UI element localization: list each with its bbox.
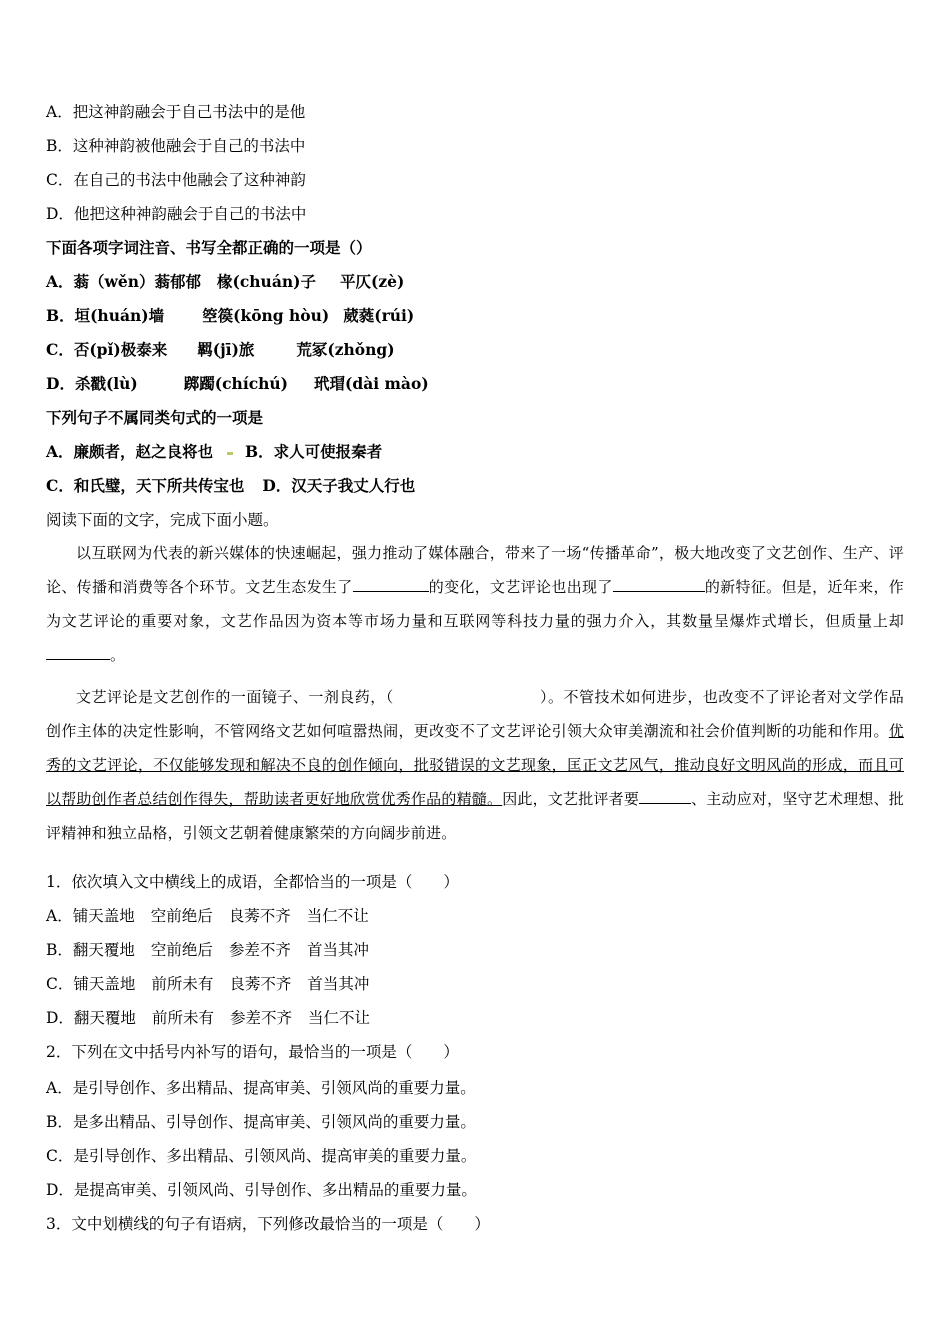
- syntax-option-c[interactable]: C．和氏璧，天下所共传宝也: [46, 476, 245, 495]
- blank-1[interactable]: [353, 577, 429, 592]
- blank-4[interactable]: [639, 789, 691, 804]
- q2-option-a[interactable]: A．是引导创作、多出精品、提高审美、引领风尚的重要力量。: [46, 1079, 476, 1097]
- highlight-mark: [227, 452, 233, 455]
- prev-option-b[interactable]: B．这种神韵被他融会于自己的书法中: [46, 137, 306, 155]
- pinyin-question-stem: 下面各项字词注音、书写全都正确的一项是（）: [46, 238, 372, 257]
- syntax-question-stem: 下列句子不属同类句式的一项是: [46, 408, 264, 427]
- underlined-sentence: 优秀的文艺评论，不仅能够发现和解决不良的创作倾向，批驳错误的文艺现象，匡正文艺风气，推动良好文明风尚的形成，而且可以帮助创作者总结创作得失，帮助读者更好地欣赏优秀作品的精髓。: [46, 722, 904, 808]
- pinyin-option-b[interactable]: B．垣(huán)墙 箜篌(kōng hòu) 葳蕤(rúi): [46, 306, 415, 325]
- q1-option-d[interactable]: D．翻天覆地 前所未有 参差不齐 当仁不让: [46, 1009, 370, 1027]
- q1-option-b[interactable]: B．翻天覆地 空前绝后 参差不齐 首当其冲: [46, 941, 369, 959]
- q2-stem: 2．下列在文中括号内补写的语句，最恰当的一项是（ ）: [46, 1043, 459, 1061]
- q1-option-a[interactable]: A．铺天盖地 空前绝后 良莠不齐 当仁不让: [46, 907, 369, 925]
- passage-paragraph-1: 以互联网为代表的新兴媒体的快速崛起，强力推动了媒体融合，带来了一场“传播革命”，极大地改变了文艺创作、生产、评论、传播和消费等各个环节。文艺生态发生了 的变化，文艺评论也出现了 的新特征。但是，近年来，作为文艺评论的重要对象，文艺作品因为资本等市场力量和互联网等科技力量的强力介入，其数量呈爆炸式增长，但质量上却。: [46, 544, 904, 664]
- q2-option-c[interactable]: C．是引导创作、多出精品、引领风尚、提高审美的重要力量。: [46, 1147, 477, 1165]
- prev-option-c[interactable]: C．在自己的书法中他融会了这种神韵: [46, 171, 306, 189]
- q1-stem: 1．依次填入文中横线上的成语，全都恰当的一项是（ ）: [46, 873, 459, 891]
- syntax-option-d[interactable]: D．汉天子我丈人行也: [262, 476, 416, 495]
- syntax-options-row-1: [46, 442, 382, 462]
- passage-paragraph-2: 文艺评论是文艺创作的一面镜子、一剂良药，（ ）。不管技术如何进步，也改变不了评论者对文学作品创作主体的决定性影响，不管网络文艺如何喧嚣热闹，更改变不了文艺评论引领大众审美潮流和社会价值判断的功能和作用。优秀的文艺评论，不仅能够发现和解决不良的创作倾向，批驳错误的文艺现象，匡正文艺风气，推动良好文明风尚的形成，而且可以帮助创作者总结创作得失，帮助读者更好地欣赏优秀作品的精髓。因此，文艺批评者要 、主动应对，坚守艺术理想、批评精神和独立品格，引领文艺朝着健康繁荣的方向阔步前进。: [46, 688, 904, 842]
- q1-option-c[interactable]: C．铺天盖地 前所未有 良莠不齐 首当其冲: [46, 975, 370, 993]
- pinyin-option-c[interactable]: C．否(pǐ)极泰来 羁(jī)旅 荒冢(zhǒng): [46, 340, 395, 359]
- reading-intro: 阅读下面的文字，完成下面小题。: [46, 511, 279, 529]
- q2-option-d[interactable]: D．是提高审美、引领风尚、引导创作、多出精品的重要力量。: [46, 1181, 477, 1199]
- prev-option-a[interactable]: A．把这神韵融会于自己书法中的是他: [46, 103, 306, 121]
- pinyin-option-d[interactable]: D．杀戳(lù) 踯躅(chíchú) 玳瑁(dài mào): [46, 374, 429, 393]
- blank-3[interactable]: [46, 645, 110, 660]
- q3-stem: 3．文中划横线的句子有语病，下列修改最恰当的一项是（ ）: [46, 1215, 490, 1233]
- syntax-option-b[interactable]: B．求人可使报秦者: [245, 442, 383, 461]
- pinyin-option-a[interactable]: A．蓊（wěn）蓊郁郁 椽(chuán)子 平仄(zè): [46, 272, 405, 291]
- q2-option-b[interactable]: B．是多出精品、引导创作、提高审美、引领风尚的重要力量。: [46, 1113, 476, 1131]
- syntax-option-a[interactable]: A．廉颇者，赵之良将也: [46, 442, 214, 461]
- blank-2[interactable]: [613, 577, 705, 592]
- prev-option-d[interactable]: D．他把这种神韵融会于自己的书法中: [46, 205, 307, 223]
- syntax-options-row-2: [46, 476, 415, 496]
